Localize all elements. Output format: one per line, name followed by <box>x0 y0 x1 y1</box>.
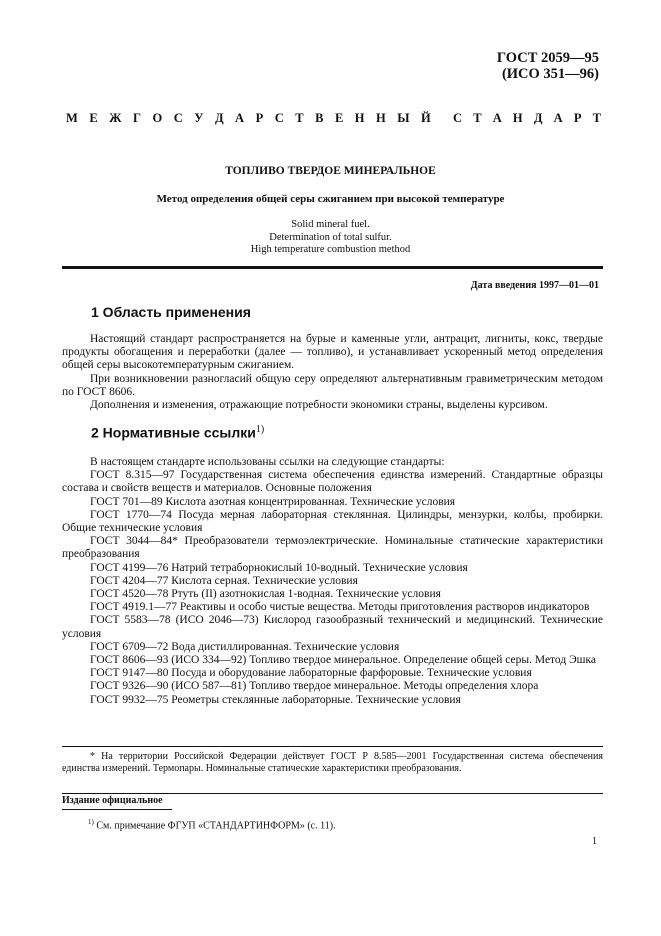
paragraph: В настоящем стандарте использованы ссылки на следующие стандарты: <box>90 456 445 468</box>
section-1-heading: 1 Область применения <box>91 304 251 320</box>
banner-letter: Т <box>592 111 601 125</box>
banner-letter: А <box>492 111 502 125</box>
gost-code: ГОСТ 2059—95 <box>496 50 599 66</box>
date-of-introduction: Дата введения 1997—01—01 <box>470 280 599 291</box>
banner-letter: Н <box>512 111 523 125</box>
reference-item: ГОСТ 9147—80 Посуда и оборудование лабораторные фарфоровые. Технические условия <box>90 667 532 680</box>
paragraph: При возникновении разногласий общую серу определяют альтернативным гравиметрическим методом по ГОСТ 8606. <box>62 372 603 398</box>
banner-letter: В <box>315 111 324 125</box>
interstate-standard-banner <box>66 111 601 126</box>
banner-letter: Н <box>354 111 365 125</box>
iso-code: (ИСО 351—96) <box>501 66 599 82</box>
banner-letter: Т <box>473 111 482 125</box>
reference-item: ГОСТ 5583—78 (ИСО 2046—73) Кислород газообразный технический и медицинский. Технические условия <box>62 614 603 640</box>
paragraph: Дополнения и изменения, отражающие потребности экономики страны, выделены курсивом. <box>90 399 548 412</box>
footnote-text: * На территории Российской Федерации действует ГОСТ Р 8.585—2001 Государственная система обеспечения единства измерений. Термопары. Номинальные статические характеристики преобразования. <box>62 751 603 774</box>
title-en <box>0 219 661 257</box>
banner-letter: Е <box>334 111 344 125</box>
banner-letter: Д <box>214 111 224 125</box>
banner-letter: А <box>235 111 245 125</box>
reference-item: ГОСТ 4199—76 Натрий тетраборнокислый 10-водный. Технические условия <box>90 561 468 574</box>
banner-letter: Н <box>376 111 386 125</box>
note-marker: 1) <box>88 818 94 826</box>
reference-item: ГОСТ 4919.1—77 Реактивы и особо чистые вещества. Методы приготовления растворов индикаторов <box>90 601 590 614</box>
banner-letter: У <box>194 111 204 125</box>
title-en-line: High temperature combustion method <box>250 244 411 255</box>
banner-letter: Е <box>89 111 98 125</box>
section-2-body <box>62 456 603 707</box>
banner-letter: Ы <box>397 111 410 125</box>
banner-letter: Р <box>255 111 264 125</box>
banner-letter: С <box>274 111 284 125</box>
title-en-line: Solid mineral fuel. <box>291 219 370 230</box>
paragraph: Настоящий стандарт распространяется на бурые и каменные угли, антрацит, лигниты, кокс, твердые продукты обогащения и переработки (далее — топливо), и устанавливает ускоренный метод определения общей серы высокотемпературным сжиганием. <box>62 333 603 372</box>
page-number: 1 <box>592 836 597 847</box>
standard-code <box>497 50 599 82</box>
banner-letter: Д <box>533 111 543 125</box>
banner-word-interstate <box>66 111 431 126</box>
banner-letter: Г <box>133 111 141 125</box>
footnote-divider <box>62 746 603 747</box>
banner-letter: А <box>553 111 563 125</box>
section-2-heading-text: 2 Нормативные ссылки <box>91 424 256 441</box>
banner-letter: Т <box>295 111 304 125</box>
note-divider <box>62 809 172 810</box>
banner-letter: Р <box>573 111 582 125</box>
section-2-heading <box>91 424 264 441</box>
reference-item: ГОСТ 9326—90 (ИСО 587—81) Топливо твердое минеральное. Методы определения хлора <box>90 680 539 693</box>
reference-item: ГОСТ 4520—78 Ртуть (II) азотнокислая 1-водная. Технические условия <box>90 588 441 601</box>
official-divider <box>62 793 603 794</box>
reference-item: ГОСТ 8606—93 (ИСО 334—92) Топливо твердое минеральное. Определение общей серы. Метод Эшка <box>90 654 597 667</box>
banner-letter: М <box>66 111 78 125</box>
official-edition-label: Издание официальное <box>62 795 163 806</box>
footnote-marker: 1) <box>255 424 265 435</box>
reference-item: ГОСТ 701—89 Кислота азотная концентрированная. Технические условия <box>90 495 456 508</box>
banner-letter: О <box>152 111 163 125</box>
banner-letter: Ж <box>109 111 122 125</box>
reference-item: ГОСТ 3044—84* Преобразователи термоэлектрические. Номинальные статические характеристики преобразования <box>62 535 603 561</box>
reference-item: ГОСТ 1770—74 Посуда мерная лабораторная стеклянная. Цилиндры, мензурки, колбы, пробирки. Общие технические условия <box>62 508 603 535</box>
title-ru-sub: Метод определения общей серы сжиганием при высокой температуре <box>156 193 505 205</box>
note-text: См. примечание ФГУП «СТАНДАРТИНФОРМ» (с. 11). <box>96 820 336 832</box>
header-divider <box>62 266 603 269</box>
bottom-note <box>88 818 336 831</box>
banner-word-standard <box>453 111 601 126</box>
title-en-line: Determination of total sulfur. <box>269 231 392 243</box>
footnote <box>62 751 603 775</box>
banner-letter: С <box>453 111 463 125</box>
reference-item: ГОСТ 8.315—97 Государственная система обеспечения единства измерений. Стандартные образцы состава и свойств веществ и материалов. Основные положения <box>62 469 603 495</box>
banner-letter: Й <box>421 111 431 125</box>
reference-item: ГОСТ 4204—77 Кислота серная. Технические условия <box>90 574 358 587</box>
section-1-body <box>62 333 603 412</box>
title-ru-main: ТОПЛИВО ТВЕРДОЕ МИНЕРАЛЬНОЕ <box>225 165 436 177</box>
reference-item: ГОСТ 6709—72 Вода дистиллированная. Технические условия <box>90 640 400 653</box>
banner-letter: С <box>173 111 183 125</box>
reference-item: ГОСТ 9932—75 Реометры стеклянные лабораторные. Технические условия <box>90 693 461 706</box>
